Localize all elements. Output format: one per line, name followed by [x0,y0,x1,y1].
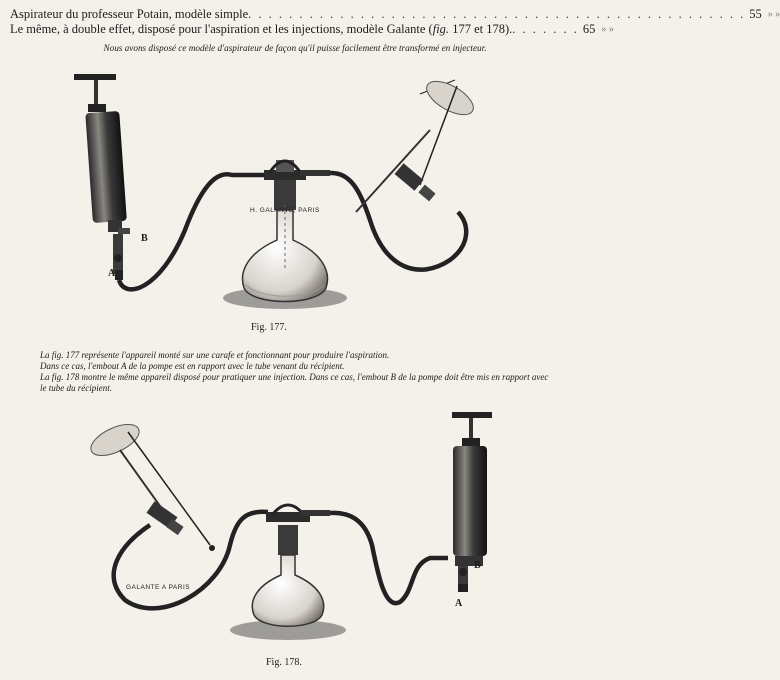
pump-178 [452,412,492,592]
letter-b-178: B [474,560,481,571]
figure-178-illustration [0,400,565,680]
entry-price: 65 [582,22,596,36]
entry-label: Aspirateur du professeur Potain, modèle simple [10,7,249,21]
entry-cents: » » [767,9,780,20]
leader-dots: . . . . . . . . . . . . . . . . . . . . . . . . . . . . . . . . . . . . . . . . . . . . . . . . . [248,7,746,21]
letter-b-177: B [141,233,148,244]
tube-trocar-to-flask [114,512,268,609]
bottle-label-178: GALANTE A PARIS [126,584,191,591]
carafe-178 [252,505,330,626]
figure-178-caption: Fig. 178. [266,657,302,668]
entry-label-part: 177 et 178) [449,22,510,36]
description-p1: La fig. 177 représente l'appareil monté sur une carafe et fonctionnant pour produire l'aspiration. [40,350,390,360]
entry-price: 55 [749,7,762,21]
pump-177 [74,74,130,280]
figure-177-caption: Fig. 177. [251,322,287,333]
tube-flask-to-trocar [330,173,466,270]
bottle-label-177: H. GALANTE, PARIS [250,207,320,214]
entry-label-part: Le même, à double effet, disposé pour l'aspiration et les injections, modèle Galante ( [10,22,433,36]
description-p2: Dans ce cas, l'embout A de la pompe est en rapport avec le tube venant du récipient. [40,361,345,371]
letter-a-177: A [108,268,116,279]
leader-dots: . . . . . . . [512,22,579,36]
figure-177-illustration [0,0,565,330]
trocar-177 [356,75,479,212]
entry-cents: » » [601,24,614,35]
letter-a-178: A [455,598,463,609]
entry-label: Le même, à double effet, disposé pour l'aspiration et les injections, modèle Galante (fig. 177 et 178). [10,22,513,36]
entry-label-fig: fig. [432,22,450,36]
trocar-178 [86,418,215,551]
tube-flask-to-pump [330,513,448,603]
carafe-177 [242,160,330,302]
transform-note: Nous avons disposé ce modèle d'aspirateur de façon qu'il puisse facilement être transformé en injecteur. [103,43,487,53]
description-p3: La fig. 178 montre le même appareil disposé pour pratiquer une injection. Dans ce cas, l'embout B de la pompe doit être mis en rapport avec le tube du récipient. [40,372,549,393]
